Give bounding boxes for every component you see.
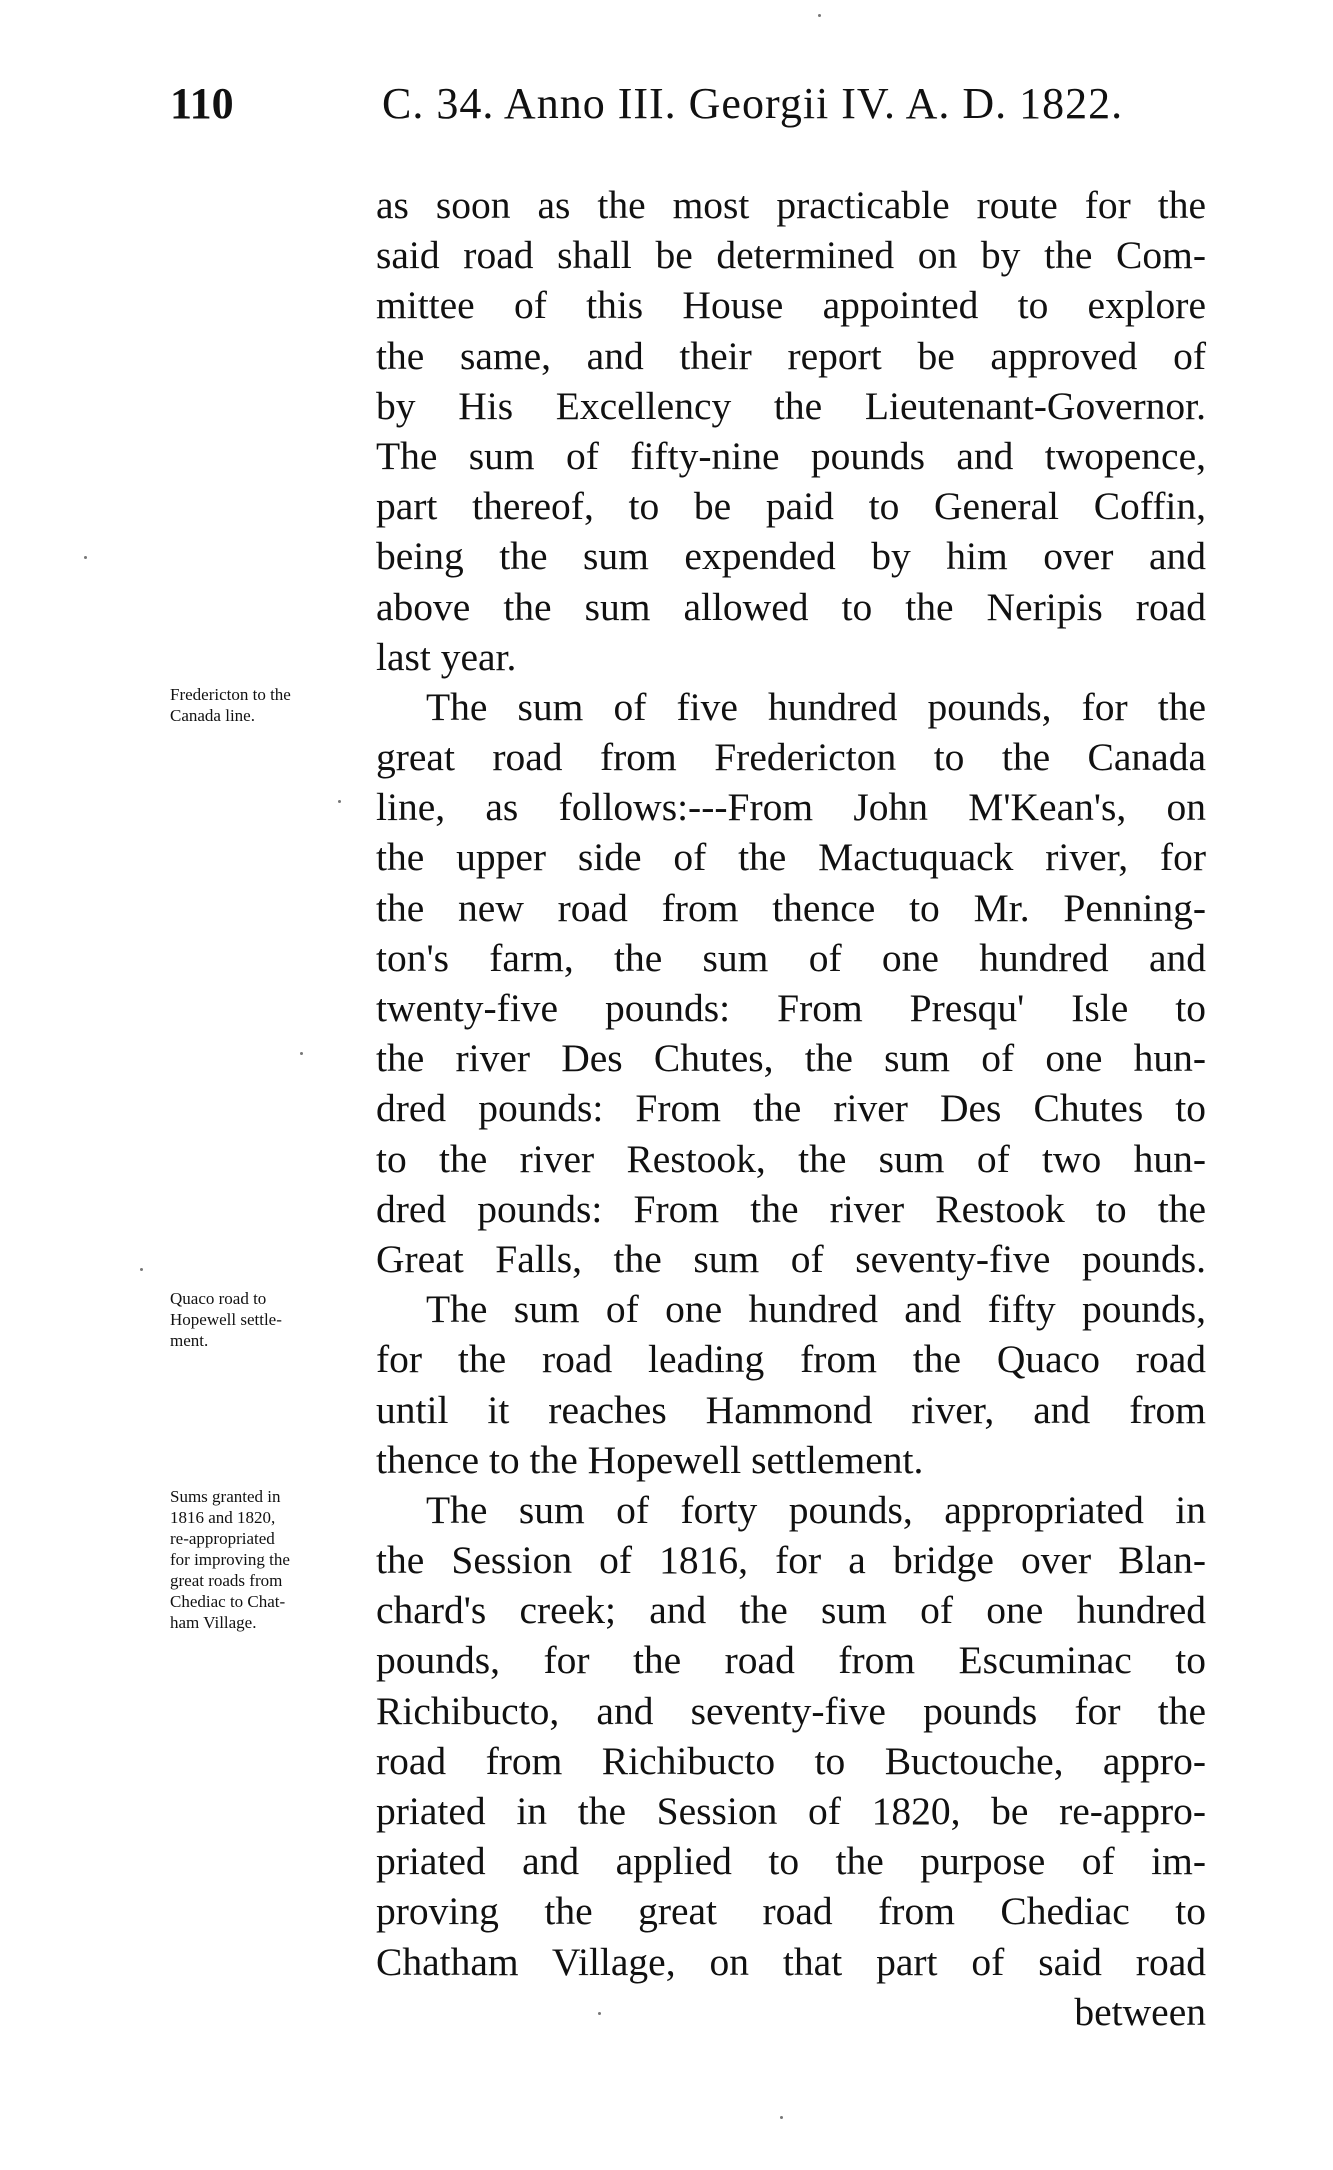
- scan-speck: [598, 2012, 601, 2015]
- side-note-sums-granted: [170, 1486, 370, 1633]
- side-note-line: for improving the: [170, 1550, 290, 1569]
- main-text: [376, 180, 1206, 2037]
- side-note-line: 1816 and 1820,: [170, 1508, 276, 1527]
- text-line: for the road leading from the Quaco road: [376, 1337, 1206, 1382]
- text-line: until it reaches Hammond river, and from: [376, 1387, 1206, 1432]
- text-line: said road shall be determined on by the Com-: [376, 233, 1206, 278]
- scan-speck: [300, 1052, 303, 1055]
- side-note-quaco: [170, 1288, 370, 1351]
- text-line: the same, and their report be approved of: [376, 333, 1206, 378]
- text-line: as soon as the most practicable route for the: [376, 183, 1206, 227]
- side-note-line: Canada line.: [170, 706, 255, 725]
- text-line: proving the great road from Chediac to: [376, 1889, 1206, 1934]
- side-note-fredericton: [170, 684, 370, 726]
- text-line: twenty-five pounds: From Presqu' Isle to: [376, 986, 1206, 1030]
- text-line: The sum of fifty-nine pounds and twopence,: [376, 433, 1206, 478]
- text-line: part thereof, to be paid to General Coffin,: [376, 484, 1206, 529]
- text-line: chard's creek; and the sum of one hundred: [376, 1588, 1206, 1633]
- text-line: Richibucto, and seventy-five pounds for the: [376, 1688, 1206, 1733]
- text-line: priated in the Session of 1820, be re-appro-: [376, 1789, 1206, 1833]
- text-line: dred pounds: From the river Restook to the: [376, 1186, 1206, 1231]
- side-note-line: ment.: [170, 1331, 209, 1350]
- text-line: priated and applied to the purpose of im-: [376, 1839, 1206, 1884]
- text-line: the river Des Chutes, the sum of one hun-: [376, 1036, 1206, 1081]
- scan-speck: [818, 14, 821, 17]
- text-line: the Session of 1816, for a bridge over Blan-: [376, 1538, 1206, 1583]
- scan-speck: [338, 800, 341, 803]
- paragraph-continued: [376, 180, 1206, 682]
- running-head: C. 34. Anno III. Georgii IV. A. D. 1822.: [382, 79, 1124, 128]
- text-line: the upper side of the Mactuquack river, for: [376, 835, 1206, 880]
- text-line: The sum of five hundred pounds, for the: [426, 684, 1206, 729]
- text-line: being the sum expended by him over and: [376, 534, 1206, 579]
- paragraph-sums-granted: [376, 1485, 1206, 1987]
- paragraph-quaco: [376, 1284, 1206, 1485]
- scan-speck: [140, 1268, 143, 1271]
- side-note-line: Fredericton to the: [170, 685, 291, 704]
- text-line: thence to the Hopewell settlement.: [376, 1437, 924, 1482]
- text-line: The sum of one hundred and fifty pounds,: [426, 1287, 1206, 1332]
- text-line: by His Excellency the Lieutenant-Governor.: [376, 383, 1206, 428]
- text-line: the new road from thence to Mr. Penning-: [376, 885, 1206, 930]
- text-line: mittee of this House appointed to explore: [376, 283, 1206, 328]
- side-note-line: Chediac to Chat-: [170, 1592, 286, 1611]
- text-line: last year.: [376, 634, 517, 679]
- paragraph-fredericton: [376, 682, 1206, 1284]
- scan-speck: [780, 2116, 783, 2119]
- side-note-line: Quaco road to: [170, 1289, 267, 1308]
- catchword: between: [1074, 1989, 1206, 2034]
- side-note-line: ham Village.: [170, 1613, 257, 1632]
- text-line: great road from Fredericton to the Canada: [376, 735, 1206, 780]
- text-line: road from Richibucto to Buctouche, appro-: [376, 1738, 1206, 1783]
- page-number: 110: [170, 79, 234, 128]
- text-line: to the river Restook, the sum of two hun-: [376, 1136, 1206, 1181]
- text-line: ton's farm, the sum of one hundred and: [376, 935, 1206, 980]
- text-line: pounds, for the road from Escuminac to: [376, 1638, 1206, 1683]
- text-line: line, as follows:---From John M'Kean's, on: [376, 785, 1206, 830]
- side-note-line: Sums granted in: [170, 1487, 281, 1506]
- text-line: dred pounds: From the river Des Chutes to: [376, 1086, 1206, 1131]
- text-line: The sum of forty pounds, appropriated in: [426, 1487, 1206, 1532]
- side-note-line: Hopewell settle-: [170, 1310, 282, 1329]
- side-note-line: great roads from: [170, 1571, 283, 1590]
- side-note-line: re-appropriated: [170, 1529, 275, 1548]
- scan-speck: [84, 556, 87, 559]
- text-line: Chatham Village, on that part of said road: [376, 1939, 1206, 1984]
- text-line: above the sum allowed to the Neripis road: [376, 584, 1206, 629]
- text-line: Great Falls, the sum of seventy-five pounds.: [376, 1236, 1206, 1281]
- running-header: [170, 74, 1210, 134]
